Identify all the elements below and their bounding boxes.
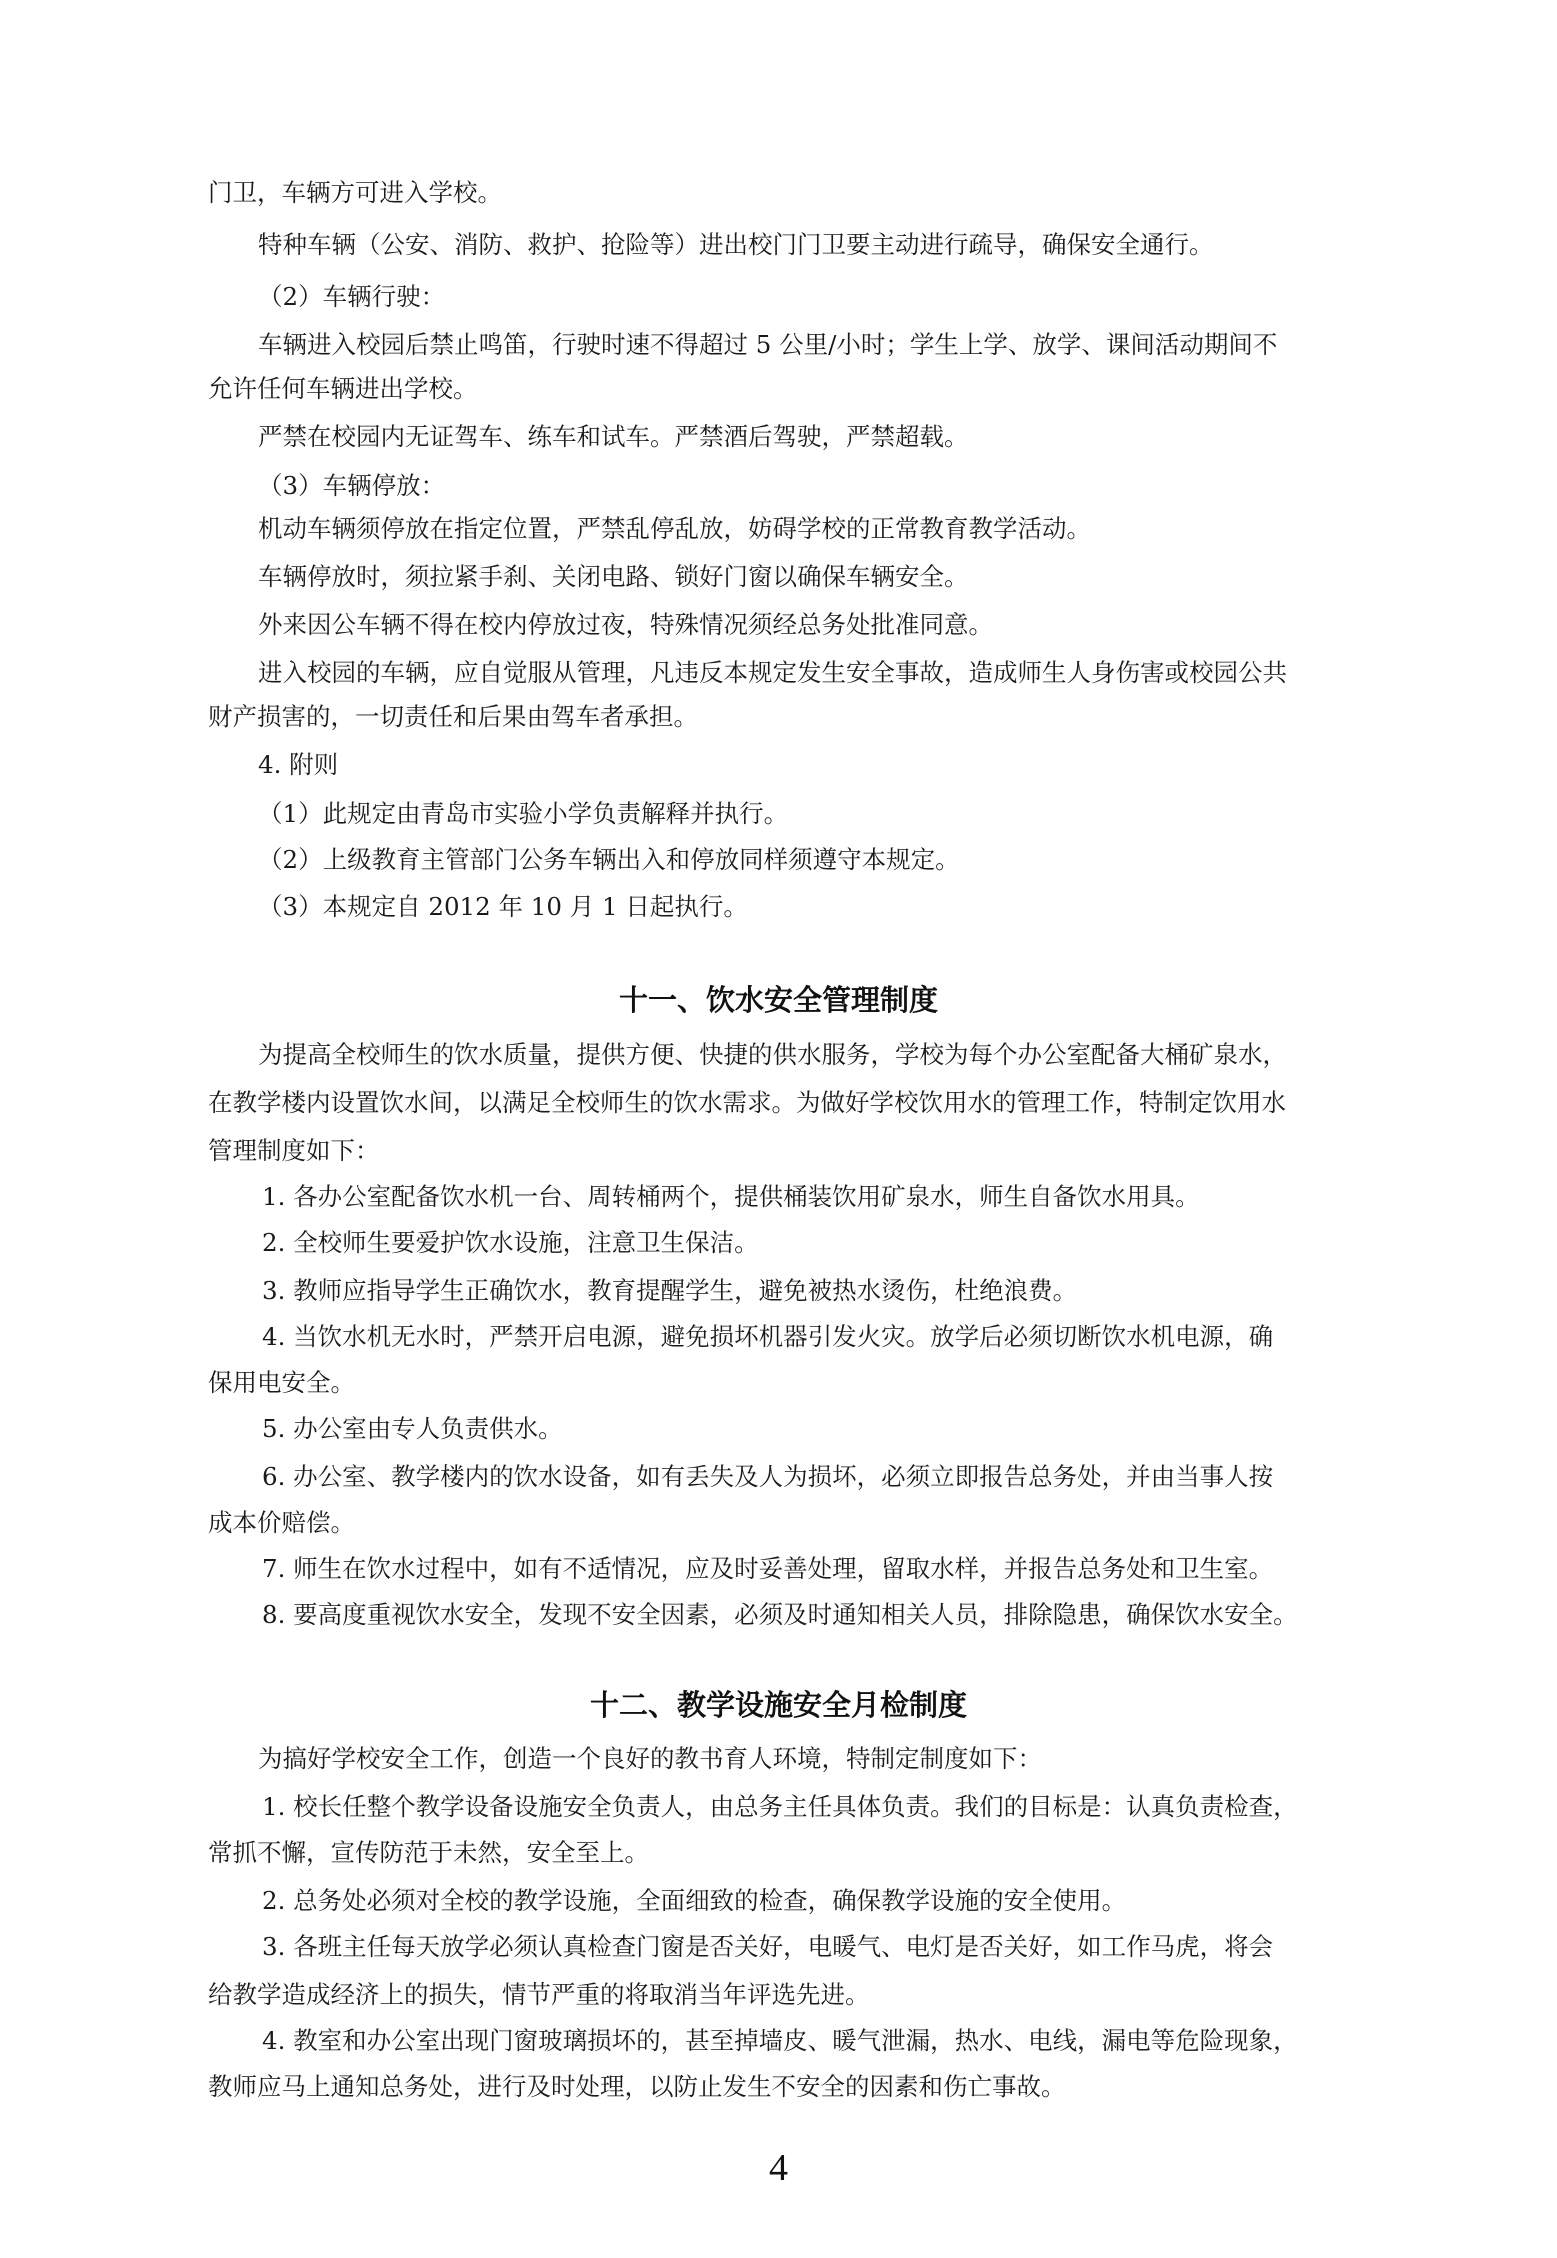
paragraph-line: 3. 教师应指导学生正确饮水，教育提醒学生，避免被热水烫伤，杜绝浪费。 — [262, 1276, 1078, 1305]
paragraph-line: 1. 各办公室配备饮水机一台、周转桶两个，提供桶装饮用矿泉水，师生自备饮水用具。 — [262, 1182, 1200, 1211]
paragraph-line: 2. 总务处必须对全校的教学设施，全面细致的检查，确保教学设施的安全使用。 — [262, 1886, 1127, 1915]
paragraph-line: 常抓不懈，宣传防范于未然，安全至上。 — [208, 1838, 649, 1867]
paragraph-line: 成本价赔偿。 — [208, 1508, 355, 1537]
paragraph-line: 在教学楼内设置饮水间，以满足全校师生的饮水需求。为做好学校饮用水的管理工作，特制定饮用水 — [208, 1088, 1286, 1117]
paragraph-line: 4. 当饮水机无水时，严禁开启电源，避免损坏机器引发火灾。放学后必须切断饮水机电源，确 — [262, 1322, 1274, 1351]
paragraph-line: （2）车辆行驶： — [258, 282, 446, 311]
paragraph-line: 3. 各班主任每天放学必须认真检查门窗是否关好，电暖气、电灯是否关好，如工作马虎，将会 — [262, 1932, 1274, 1961]
paragraph-line: 教师应马上通知总务处，进行及时处理，以防止发生不安全的因素和伤亡事故。 — [208, 2072, 1066, 2101]
paragraph-line: 进入校园的车辆，应自觉服从管理，凡违反本规定发生安全事故，造成师生人身伤害或校园公共 — [258, 658, 1287, 687]
paragraph-line: 为搞好学校安全工作，创造一个良好的教书育人环境，特制定制度如下： — [258, 1744, 1042, 1773]
paragraph-line: （2）上级教育主管部门公务车辆出入和停放同样须遵守本规定。 — [258, 845, 960, 874]
paragraph-line: 管理制度如下： — [208, 1136, 380, 1165]
paragraph-line: 保用电安全。 — [208, 1368, 355, 1397]
page-number: 4 — [769, 2147, 788, 2189]
paragraph-line: 外来因公车辆不得在校内停放过夜，特殊情况须经总务处批准同意。 — [258, 610, 993, 639]
paragraph-line: 财产损害的，一切责任和后果由驾车者承担。 — [208, 702, 698, 731]
paragraph-line: （1）此规定由青岛市实验小学负责解释并执行。 — [258, 799, 789, 828]
paragraph-line: 车辆进入校园后禁止鸣笛，行驶时速不得超过 5 公里/小时；学生上学、放学、课间活动期间不 — [258, 330, 1278, 359]
paragraph-line: 2. 全校师生要爱护饮水设施，注意卫生保洁。 — [262, 1228, 759, 1257]
paragraph-line: 4. 附则 — [258, 750, 339, 779]
paragraph-line: 严禁在校园内无证驾车、练车和试车。严禁酒后驾驶，严禁超载。 — [258, 422, 969, 451]
paragraph-line: 8. 要高度重视饮水安全，发现不安全因素，必须及时通知相关人员，排除隐患，确保饮水安全。 — [262, 1600, 1298, 1629]
section-heading: 十二、教学设施安全月检制度 — [589, 1688, 967, 1722]
paragraph-line: 车辆停放时，须拉紧手刹、关闭电路、锁好门窗以确保车辆安全。 — [258, 562, 969, 591]
paragraph-line: （3）车辆停放： — [258, 471, 446, 500]
paragraph-line: 4. 教室和办公室出现门窗玻璃损坏的，甚至掉墙皮、暖气泄漏，热水、电线，漏电等危险现象， — [262, 2026, 1298, 2055]
paragraph-line: 机动车辆须停放在指定位置，严禁乱停乱放，妨碍学校的正常教育教学活动。 — [258, 514, 1091, 543]
paragraph-line: 给教学造成经济上的损失，情节严重的将取消当年评选先进。 — [208, 1980, 870, 2009]
paragraph-line: 特种车辆（公安、消防、救护、抢险等）进出校门门卫要主动进行疏导，确保安全通行。 — [258, 230, 1214, 259]
paragraph-line: 门卫，车辆方可进入学校。 — [208, 178, 502, 207]
section-heading: 十一、饮水安全管理制度 — [618, 983, 938, 1017]
paragraph-line: 5. 办公室由专人负责供水。 — [262, 1414, 563, 1443]
paragraph-line: 1. 校长任整个教学设备设施安全负责人，由总务主任具体负责。我们的目标是：认真负责检查， — [262, 1792, 1298, 1821]
paragraph-line: 7. 师生在饮水过程中，如有不适情况，应及时妥善处理，留取水样，并报告总务处和卫生室。 — [262, 1554, 1274, 1583]
paragraph-line: 6. 办公室、教学楼内的饮水设备，如有丢失及人为损坏，必须立即报告总务处，并由当事人按 — [262, 1462, 1274, 1491]
paragraph-line: （3）本规定自 2012 年 10 月 1 日起执行。 — [258, 892, 748, 921]
paragraph-line: 为提高全校师生的饮水质量，提供方便、快捷的供水服务，学校为每个办公室配备大桶矿泉水， — [258, 1040, 1287, 1069]
paragraph-line: 允许任何车辆进出学校。 — [208, 374, 478, 403]
